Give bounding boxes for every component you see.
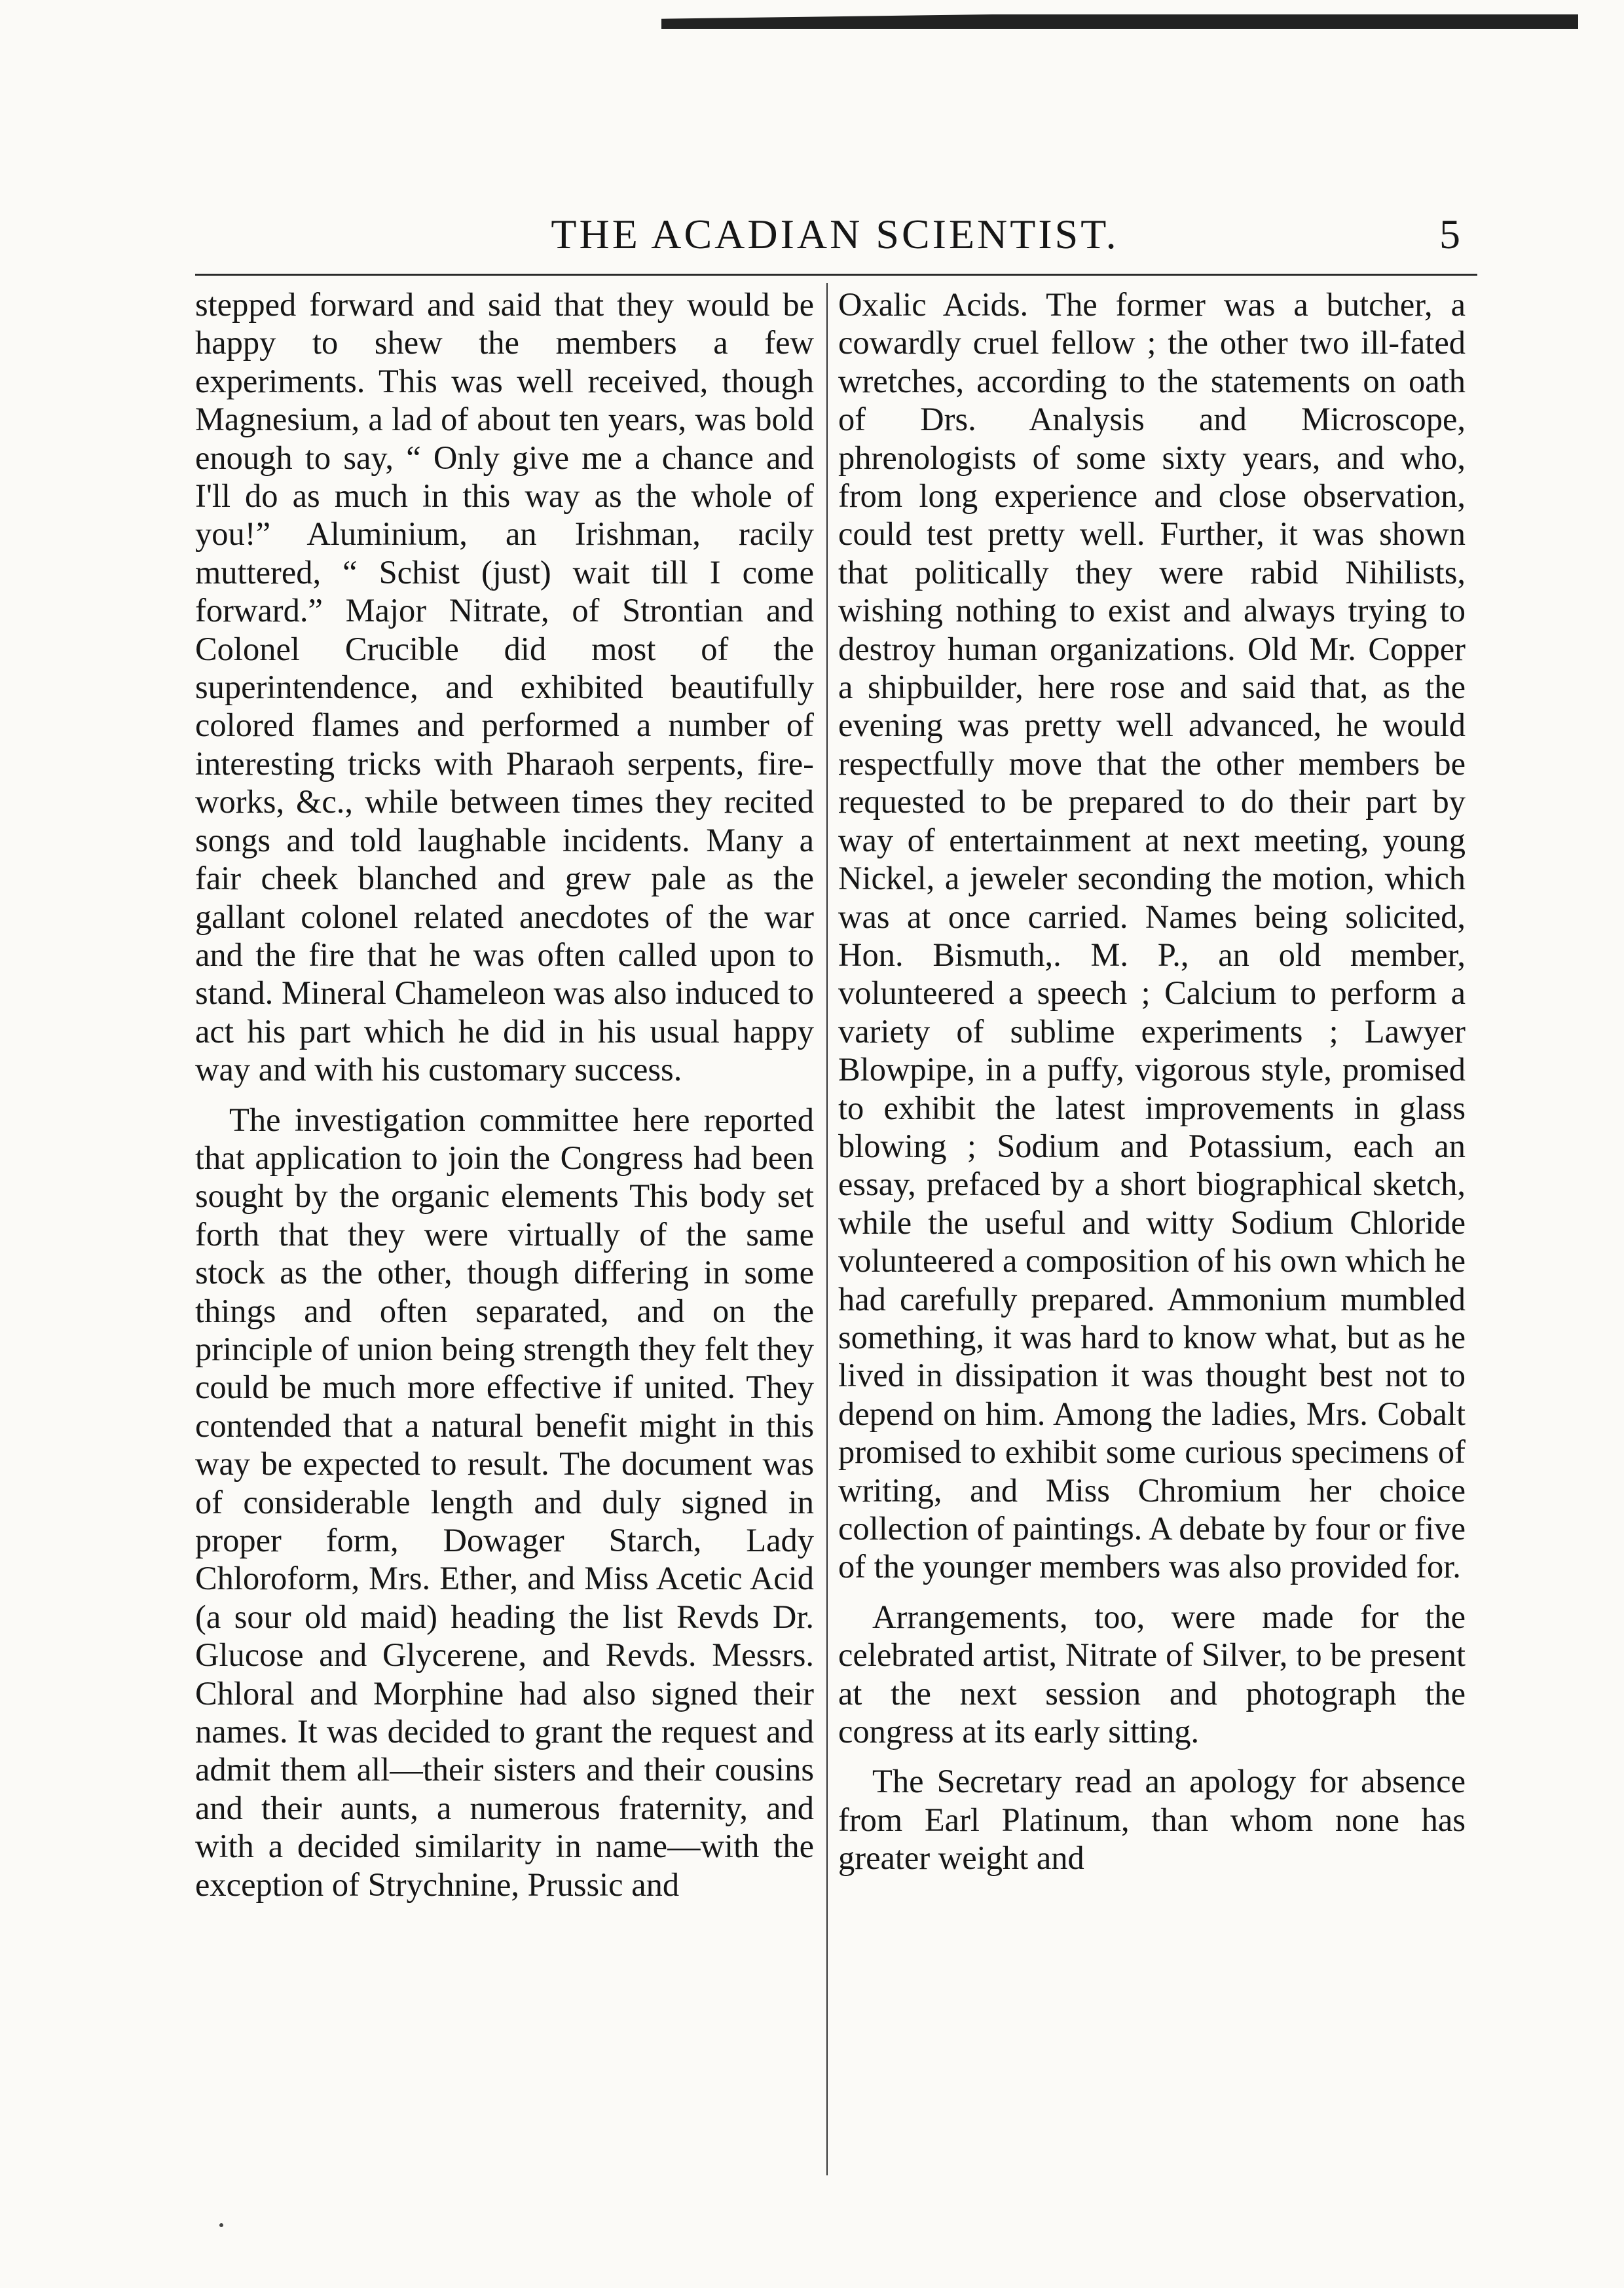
page-title: THE ACADIAN SCIENTIST.	[551, 211, 1119, 257]
running-header	[196, 208, 1473, 261]
ink-speck	[219, 2223, 223, 2227]
left-column	[195, 286, 814, 1904]
paragraph: Arrangements, too, were made for the celebrated artist, Nitrate of Silver, to be present at the next session and photograph the congress at its early sitting.	[838, 1598, 1466, 1750]
paragraph: stepped forward and said that they would be happy to shew the members a few experiments. This was well received, though Magnesium, a lad of about ten years, was bold enough to say, “ Only give me a chance and I'll do as much in this way as the whole of you!” Aluminium, an Irishman, racily muttered, “ Schist (just) wait till I come forward.” Major Nitrate, of Strontian and Colonel Crucible did most of the superintendence, and exhibited beautifully colored flames and performed a number of interesting tricks with Pharaoh serpents, fire-works, &c., while between times they recited songs and told laughable incidents. Many a fair cheek blanched and grew pale as the gallant colonel related anecdotes of the war and the fire that he was often called upon to stand. Mineral Chameleon was also induced to act his part which he did in his usual happy way and with his customary success.	[195, 286, 814, 1088]
paragraph: The investigation committee here reported that application to join the Congress had been sought by the organic elements This body set forth that they were virtually of the same stock as the other, though differing in some things and often separated, and on the principle of union being strength they felt they could be much more effective if united. They contended that a natural benefit might in this way be expected to result. The document was of considerable length and duly signed in proper form, Dowager Starch, Lady Chloroform, Mrs. Ether, and Miss Acetic Acid (a sour old maid) heading the list Revds Dr. Glucose and Glycerene, and Revds. Messrs. Chloral and Morphine had also signed their names. It was decided to grant the request and admit them all—their sisters and their cousins and their aunts, a numerous fraternity, and with a decided similarity in name—with the exception of Strychnine, Prussic and	[195, 1101, 814, 1903]
column-divider	[826, 283, 828, 2175]
right-column	[838, 286, 1466, 1877]
page-number: 5	[1439, 211, 1460, 257]
top-decorative-rule	[661, 7, 1578, 29]
paragraph: The Secretary read an apology for absence from Earl Platinum, than whom none has greater weight and	[838, 1763, 1466, 1877]
paragraph: Oxalic Acids. The former was a butcher, a cowardly cruel fellow ; the other two ill-fated wretches, according to the statements on oath of Drs. Analysis and Microscope, phrenologists of some sixty years, and who, from long experience and close observation, could test pretty well. Further, it was shown that politically they were rabid Nihilists, wishing nothing to exist and always trying to destroy human organizations. Old Mr. Copper a shipbuilder, here rose and said that, as the evening was pretty well advanced, he would respectfully move that the other members be requested to be prepared to do their part by way of entertainment at next meeting, young Nickel, a jeweler seconding the motion, which was at once carried. Names being solicited, Hon. Bismuth,. M. P., an old member, volunteered a speech ; Calcium to perform a variety of sublime experiments ; Lawyer Blowpipe, in a puffy, vigorous style, promised to exhibit the latest improvements in glass blowing ; Sodium and Potassium, each an essay, prefaced by a short biographical sketch, while the useful and witty Sodium Chloride volunteered a composition of his own which he had carefully prepared. Ammonium mumbled something, it was hard to know what, but as he lived in dissipation it was thought best not to depend on him. Among the ladies, Mrs. Cobalt promised to exhibit some curious specimens of writing, and Miss Chromium her choice collection of paintings. A debate by four or five of the younger members was also provided for.	[838, 286, 1466, 1585]
header-rule	[195, 274, 1477, 276]
